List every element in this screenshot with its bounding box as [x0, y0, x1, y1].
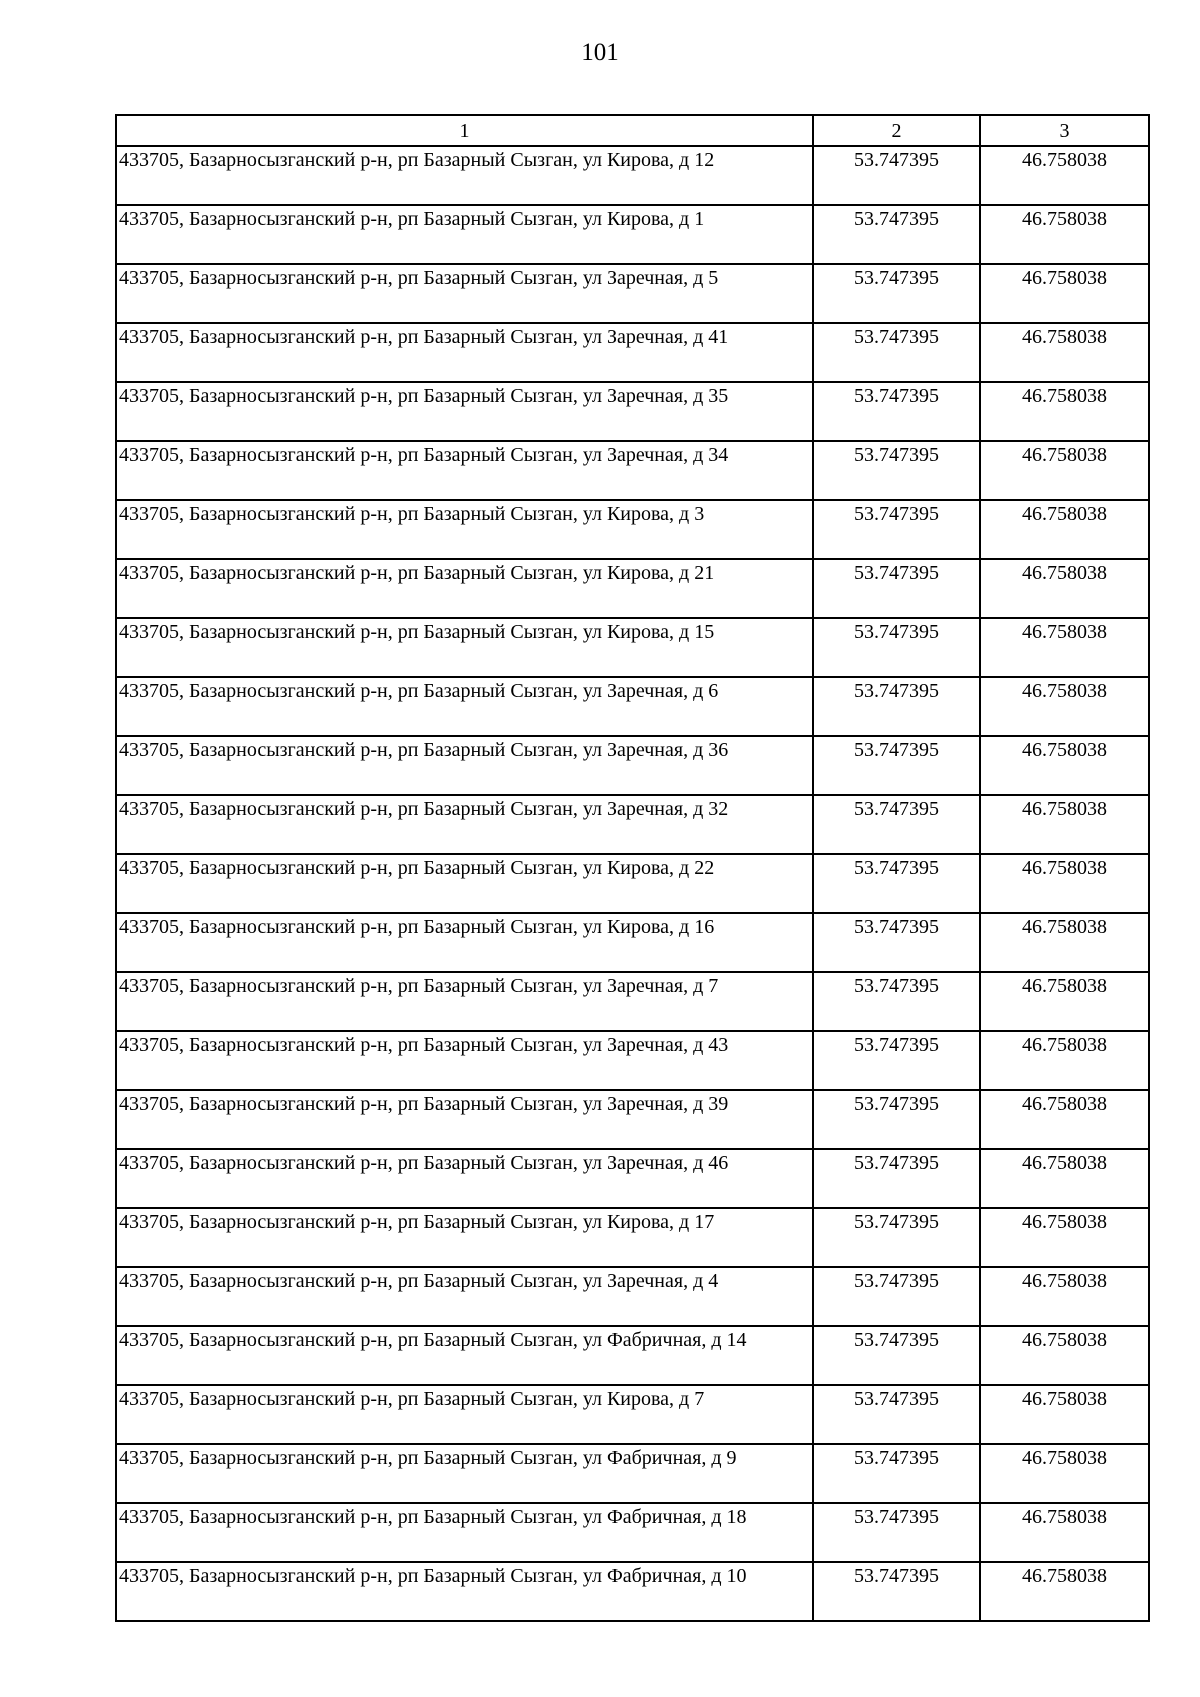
address-cell: 433705, Базарносызганский р-н, рп Базарный Сызган, ул Заречная, д 35 [116, 382, 813, 441]
table-row [116, 1503, 1149, 1562]
column-header-3: 3 [980, 115, 1149, 146]
address-cell: 433705, Базарносызганский р-н, рп Базарный Сызган, ул Фабричная, д 10 [116, 1562, 813, 1621]
longitude-cell: 46.758038 [980, 1208, 1149, 1267]
longitude-cell: 46.758038 [980, 382, 1149, 441]
table-row [116, 264, 1149, 323]
longitude-cell: 46.758038 [980, 500, 1149, 559]
table-row [116, 205, 1149, 264]
latitude-cell: 53.747395 [813, 1326, 980, 1385]
longitude-cell: 46.758038 [980, 913, 1149, 972]
column-header-2: 2 [813, 115, 980, 146]
latitude-cell: 53.747395 [813, 1562, 980, 1621]
address-cell: 433705, Базарносызганский р-н, рп Базарный Сызган, ул Заречная, д 5 [116, 264, 813, 323]
latitude-cell: 53.747395 [813, 972, 980, 1031]
table-row [116, 382, 1149, 441]
table-row [116, 1385, 1149, 1444]
address-cell: 433705, Базарносызганский р-н, рп Базарный Сызган, ул Фабричная, д 14 [116, 1326, 813, 1385]
longitude-cell: 46.758038 [980, 972, 1149, 1031]
table-body [116, 146, 1149, 1621]
table-row [116, 500, 1149, 559]
address-cell: 433705, Базарносызганский р-н, рп Базарный Сызган, ул Фабричная, д 18 [116, 1503, 813, 1562]
longitude-cell: 46.758038 [980, 559, 1149, 618]
table-row [116, 1090, 1149, 1149]
latitude-cell: 53.747395 [813, 1503, 980, 1562]
table-row [116, 1444, 1149, 1503]
longitude-cell: 46.758038 [980, 264, 1149, 323]
table-row [116, 972, 1149, 1031]
longitude-cell: 46.758038 [980, 441, 1149, 500]
latitude-cell: 53.747395 [813, 559, 980, 618]
address-cell: 433705, Базарносызганский р-н, рп Базарный Сызган, ул Кирова, д 12 [116, 146, 813, 205]
latitude-cell: 53.747395 [813, 441, 980, 500]
latitude-cell: 53.747395 [813, 146, 980, 205]
table-row [116, 1149, 1149, 1208]
table-row [116, 1208, 1149, 1267]
table-row [116, 618, 1149, 677]
address-table [115, 114, 1150, 1622]
column-header-1: 1 [116, 115, 813, 146]
address-cell: 433705, Базарносызганский р-н, рп Базарный Сызган, ул Заречная, д 7 [116, 972, 813, 1031]
latitude-cell: 53.747395 [813, 382, 980, 441]
page-number: 101 [581, 39, 619, 66]
longitude-cell: 46.758038 [980, 1090, 1149, 1149]
address-cell: 433705, Базарносызганский р-н, рп Базарный Сызган, ул Заречная, д 46 [116, 1149, 813, 1208]
latitude-cell: 53.747395 [813, 736, 980, 795]
address-cell: 433705, Базарносызганский р-н, рп Базарный Сызган, ул Заречная, д 41 [116, 323, 813, 382]
address-cell: 433705, Базарносызганский р-н, рп Базарный Сызган, ул Фабричная, д 9 [116, 1444, 813, 1503]
longitude-cell: 46.758038 [980, 1503, 1149, 1562]
longitude-cell: 46.758038 [980, 205, 1149, 264]
longitude-cell: 46.758038 [980, 1385, 1149, 1444]
latitude-cell: 53.747395 [813, 1267, 980, 1326]
table-row [116, 1562, 1149, 1621]
table-row [116, 559, 1149, 618]
longitude-cell: 46.758038 [980, 677, 1149, 736]
table-row [116, 1326, 1149, 1385]
table-row [116, 795, 1149, 854]
table-row [116, 441, 1149, 500]
table-header-row [116, 115, 1149, 146]
latitude-cell: 53.747395 [813, 913, 980, 972]
longitude-cell: 46.758038 [980, 1031, 1149, 1090]
latitude-cell: 53.747395 [813, 1208, 980, 1267]
address-cell: 433705, Базарносызганский р-н, рп Базарный Сызган, ул Кирова, д 7 [116, 1385, 813, 1444]
address-cell: 433705, Базарносызганский р-н, рп Базарный Сызган, ул Заречная, д 32 [116, 795, 813, 854]
address-cell: 433705, Базарносызганский р-н, рп Базарный Сызган, ул Кирова, д 22 [116, 854, 813, 913]
latitude-cell: 53.747395 [813, 500, 980, 559]
longitude-cell: 46.758038 [980, 1149, 1149, 1208]
table-row [116, 677, 1149, 736]
table-row [116, 854, 1149, 913]
latitude-cell: 53.747395 [813, 264, 980, 323]
longitude-cell: 46.758038 [980, 795, 1149, 854]
latitude-cell: 53.747395 [813, 205, 980, 264]
latitude-cell: 53.747395 [813, 1385, 980, 1444]
address-cell: 433705, Базарносызганский р-н, рп Базарный Сызган, ул Заречная, д 4 [116, 1267, 813, 1326]
latitude-cell: 53.747395 [813, 618, 980, 677]
longitude-cell: 46.758038 [980, 736, 1149, 795]
address-cell: 433705, Базарносызганский р-н, рп Базарный Сызган, ул Кирова, д 3 [116, 500, 813, 559]
table-row [116, 146, 1149, 205]
longitude-cell: 46.758038 [980, 146, 1149, 205]
address-cell: 433705, Базарносызганский р-н, рп Базарный Сызган, ул Кирова, д 16 [116, 913, 813, 972]
table-row [116, 1267, 1149, 1326]
longitude-cell: 46.758038 [980, 618, 1149, 677]
table-row [116, 913, 1149, 972]
address-cell: 433705, Базарносызганский р-н, рп Базарный Сызган, ул Заречная, д 6 [116, 677, 813, 736]
longitude-cell: 46.758038 [980, 1444, 1149, 1503]
latitude-cell: 53.747395 [813, 1149, 980, 1208]
latitude-cell: 53.747395 [813, 795, 980, 854]
latitude-cell: 53.747395 [813, 1444, 980, 1503]
address-cell: 433705, Базарносызганский р-н, рп Базарный Сызган, ул Кирова, д 1 [116, 205, 813, 264]
latitude-cell: 53.747395 [813, 677, 980, 736]
address-cell: 433705, Базарносызганский р-н, рп Базарный Сызган, ул Заречная, д 43 [116, 1031, 813, 1090]
address-cell: 433705, Базарносызганский р-н, рп Базарный Сызган, ул Кирова, д 21 [116, 559, 813, 618]
longitude-cell: 46.758038 [980, 1326, 1149, 1385]
table-row [116, 1031, 1149, 1090]
table-row [116, 323, 1149, 382]
address-cell: 433705, Базарносызганский р-н, рп Базарный Сызган, ул Заречная, д 34 [116, 441, 813, 500]
longitude-cell: 46.758038 [980, 1562, 1149, 1621]
longitude-cell: 46.758038 [980, 854, 1149, 913]
latitude-cell: 53.747395 [813, 323, 980, 382]
address-cell: 433705, Базарносызганский р-н, рп Базарный Сызган, ул Заречная, д 39 [116, 1090, 813, 1149]
latitude-cell: 53.747395 [813, 1090, 980, 1149]
address-cell: 433705, Базарносызганский р-н, рп Базарный Сызган, ул Кирова, д 15 [116, 618, 813, 677]
longitude-cell: 46.758038 [980, 323, 1149, 382]
address-cell: 433705, Базарносызганский р-н, рп Базарный Сызган, ул Заречная, д 36 [116, 736, 813, 795]
latitude-cell: 53.747395 [813, 854, 980, 913]
longitude-cell: 46.758038 [980, 1267, 1149, 1326]
table-row [116, 736, 1149, 795]
latitude-cell: 53.747395 [813, 1031, 980, 1090]
address-cell: 433705, Базарносызганский р-н, рп Базарный Сызган, ул Кирова, д 17 [116, 1208, 813, 1267]
